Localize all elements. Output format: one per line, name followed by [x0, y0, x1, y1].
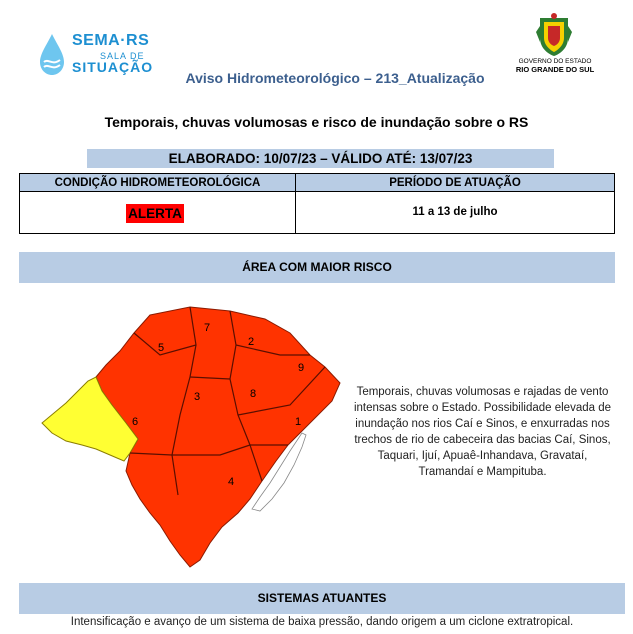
region-label-3: 3: [194, 391, 201, 403]
region-label-5: 5: [158, 342, 165, 354]
government-label: GOVERNO DO ESTADO: [518, 58, 592, 65]
brand-subtitle-2: SITUAÇÃO: [72, 59, 154, 75]
region-label-7: 7: [204, 322, 211, 334]
brand-name: SEMA·RS: [72, 32, 150, 49]
alert-badge: ALERTA: [126, 204, 184, 223]
risk-description: Temporais, chuvas volumosas e rajadas de vento intensas sobre o Estado. Possibilidade elevada de inundação nos rios Caí e Sinos, e enxurradas nos trechos de rio de cabeceira das bacias Caí, Sinos, Taquari, Ijuí, Apuaê-Inhandava, Gravataí, Tramandaí e Mampituba.: [353, 386, 611, 478]
validity-band: ELABORADO: 10/07/23 – VÁLIDO ATÉ: 13/07/23: [87, 149, 554, 168]
region-label-9: 9: [298, 362, 305, 374]
region-label-6: 6: [132, 416, 139, 428]
state-crest-icon: [534, 12, 574, 58]
period-cell: 11 a 13 de julho: [412, 206, 498, 218]
region-label-2: 2: [248, 336, 255, 348]
region-label-4: 4: [228, 476, 235, 488]
brand-subtitle-1: SALA DE: [100, 51, 145, 61]
systems-description: Intensificação e avanço de um sistema de baixa pressão, dando origem a um ciclone extratropical.: [70, 616, 574, 628]
condition-header: CONDIÇÃO HIDROMETEOROLÓGICA: [20, 174, 296, 192]
region-label-8: 8: [250, 388, 257, 400]
state-name-label: RIO GRANDE DO SUL: [515, 65, 595, 74]
bulletin-subtitle: Temporais, chuvas volumosas e risco de inundação sobre o RS: [104, 114, 529, 130]
risk-area-header: ÁREA COM MAIOR RISCO: [19, 252, 615, 283]
document-title: Aviso Hidrometeorológico – 213_Atualização: [185, 70, 485, 86]
condition-table: [19, 173, 615, 234]
condition-cell: [20, 192, 296, 233]
rs-risk-map: [40, 305, 350, 570]
period-header: PERÍODO DE ATUAÇÃO: [296, 174, 614, 192]
systems-header: SISTEMAS ATUANTES: [19, 583, 625, 614]
region-label-1: 1: [295, 416, 302, 428]
water-drop-icon: [38, 32, 66, 76]
